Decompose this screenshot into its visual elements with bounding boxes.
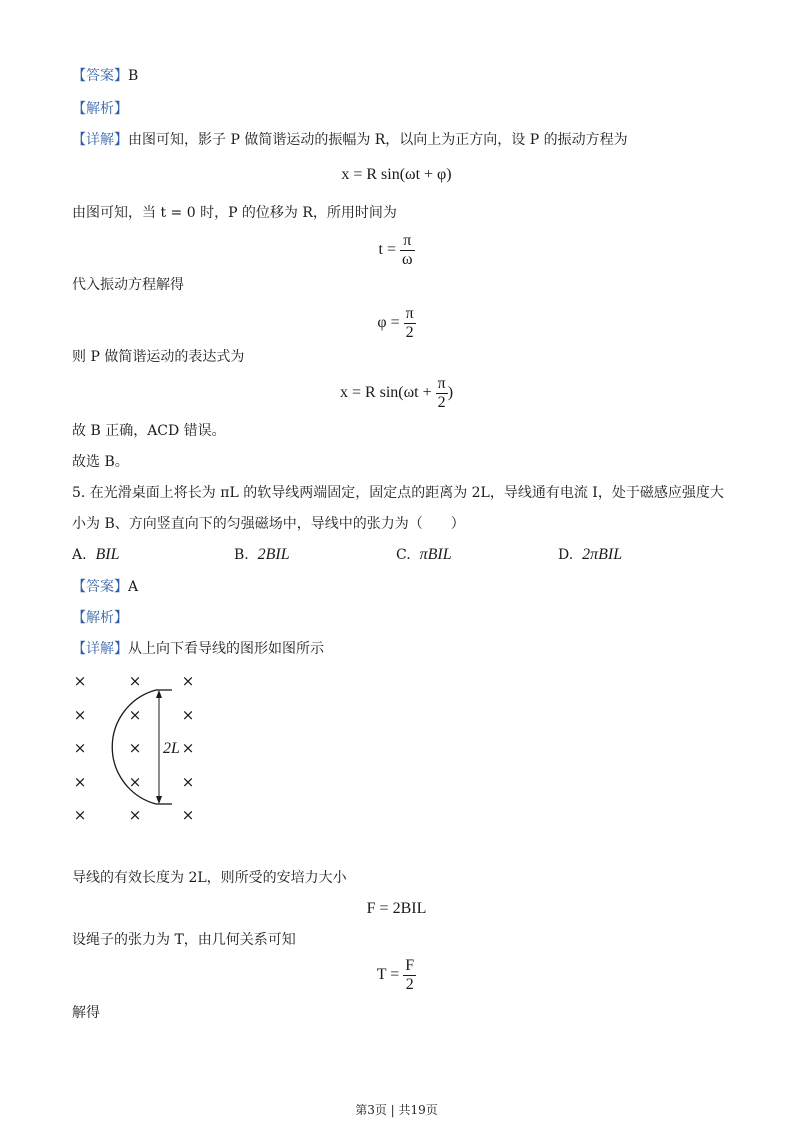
analysis-tag: 【解析】: [72, 610, 128, 626]
field-cross-icon: ×: [181, 773, 195, 791]
field-cross-icon: ×: [128, 706, 142, 724]
q4-line-2: 由图可知，当 t = 0 时，P 的位移为 R，所用时间为: [72, 205, 397, 221]
field-cross-icon: ×: [128, 806, 142, 821]
detail-tag: 【详解】: [72, 132, 128, 148]
option-b: [234, 546, 290, 564]
field-cross-icon: ×: [128, 739, 142, 757]
q4-line-3: 代入振动方程解得: [72, 277, 184, 293]
q4-equation-2: [0, 232, 793, 269]
option-a: [72, 546, 119, 564]
option-c-letter: C.: [396, 547, 411, 563]
q5-line-4: 解得: [72, 1005, 100, 1021]
option-d-letter: D.: [558, 547, 574, 563]
q4-detail-text: 由图可知，影子 P 做简谐运动的振幅为 R，以向上为正方向，设 P 的振动方程为: [128, 132, 628, 148]
arrow-up-icon: [156, 690, 162, 698]
option-a-text: BIL: [95, 546, 120, 563]
eq4-lhs: x = R sin(ωt +: [339, 384, 432, 402]
q5-analysis-tag: [72, 609, 128, 627]
eq4-fraction: [436, 375, 448, 412]
q4-equation-1: x = R sin(ωt + φ): [341, 166, 452, 183]
eq3-lhs: φ =: [377, 314, 400, 332]
field-cross-icon: ×: [73, 773, 87, 791]
q5-equation-2: [0, 957, 793, 994]
answer-value: A: [128, 579, 139, 595]
answer-tag: 【答案】: [72, 68, 128, 84]
q5-eq2-numerator: F: [405, 957, 415, 974]
arrow-down-icon: [156, 796, 162, 804]
option-b-text: 2BIL: [257, 546, 290, 563]
q5-eq2-denominator: 2: [405, 976, 414, 993]
eq4-numerator: π: [437, 375, 446, 392]
eq2-lhs: t =: [378, 241, 396, 259]
field-cross-icon: ×: [181, 739, 195, 757]
eq2-denominator: ω: [401, 251, 413, 268]
length-label: 2L: [163, 740, 180, 757]
field-cross-icon: ×: [73, 806, 87, 821]
field-cross-icon: ×: [128, 672, 142, 690]
option-c-text: πBIL: [419, 546, 452, 563]
eq3-denominator: 2: [405, 324, 414, 341]
q4-detail-line: [72, 131, 628, 149]
q5-eq2-fraction: [403, 957, 416, 994]
q5-line-2: 导线的有效长度为 2L，则所受的安培力大小: [72, 870, 347, 886]
field-cross-icon: ×: [181, 672, 195, 690]
field-cross-icon: ×: [73, 739, 87, 757]
analysis-tag: 【解析】: [72, 101, 128, 117]
q5-stem-line-1: 5. 在光滑桌面上将长为 πL 的软导线两端固定，固定点的距离为 2L，导线通有电流 I，处于磁感应强度大: [72, 485, 724, 501]
q5-equation-1: F = 2BIL: [366, 900, 427, 917]
eq2-fraction: [400, 232, 415, 269]
eq4-denominator: 2: [437, 394, 446, 411]
field-cross-icon: ×: [73, 706, 87, 724]
q4-answer-line: [72, 67, 138, 85]
q4-line-6: 故选 B。: [72, 454, 129, 470]
field-cross-icon: ×: [128, 773, 142, 791]
option-b-letter: B.: [234, 547, 249, 563]
q5-detail-text: 从上向下看导线的图形如图所示: [128, 641, 324, 657]
q5-line-3: 设绳子的张力为 T，由几何关系可知: [72, 932, 296, 948]
field-cross-icon: ×: [181, 806, 195, 821]
q4-line-5: 故 B 正确，ACD 错误。: [72, 423, 226, 439]
q4-line-4: 则 P 做简谐运动的表达式为: [72, 349, 245, 365]
option-d: [558, 546, 622, 564]
eq4-rhs: ): [447, 384, 454, 402]
option-c: [396, 546, 452, 564]
q5-stem-line-2: 小为 B、方向竖直向下的匀强磁场中，导线中的张力为（ ）: [72, 516, 465, 532]
eq2-numerator: π: [400, 232, 415, 251]
option-d-text: 2πBIL: [582, 546, 623, 563]
q5-eq2-lhs: T =: [376, 966, 400, 984]
eq3-fraction: [404, 305, 416, 342]
wire-field-figure: [70, 671, 210, 821]
detail-tag: 【详解】: [72, 641, 128, 657]
page-footer: 第3页 | 共19页: [355, 1103, 438, 1117]
q4-analysis-tag: [72, 100, 128, 118]
q5-answer-line: [72, 578, 138, 596]
field-cross-icon: ×: [73, 672, 87, 690]
answer-value: B: [128, 68, 139, 84]
field-cross-icon: ×: [181, 706, 195, 724]
option-a-letter: A.: [72, 547, 87, 563]
q5-detail-line: [72, 640, 324, 658]
q4-equation-4: [0, 375, 793, 412]
eq3-numerator: π: [405, 305, 414, 322]
q4-equation-3: [0, 305, 793, 342]
answer-tag: 【答案】: [72, 579, 128, 595]
